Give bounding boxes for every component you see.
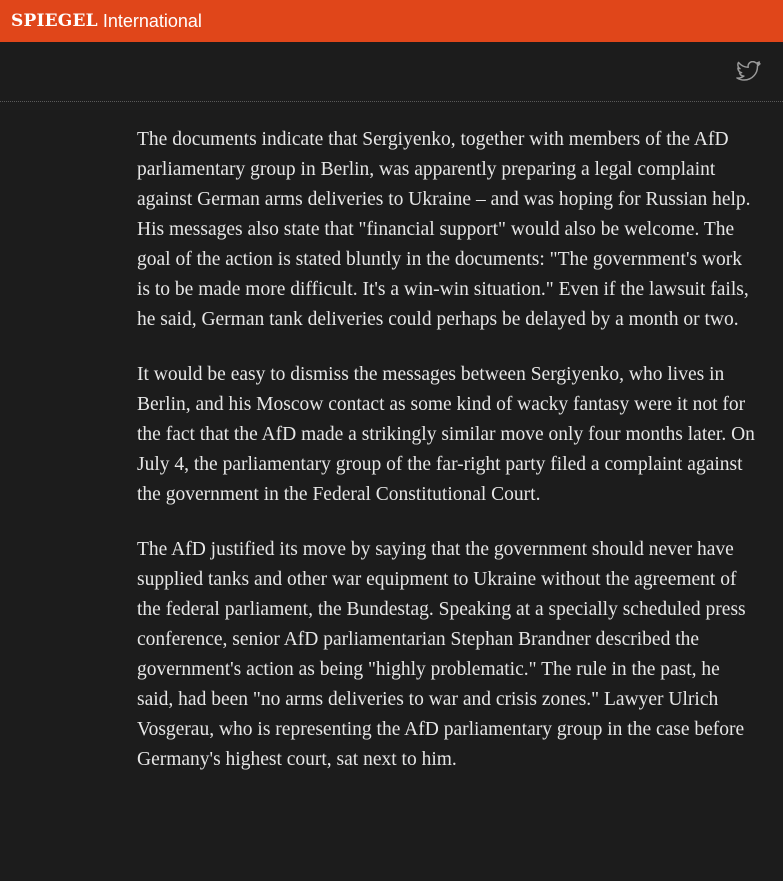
spiegel-logo[interactable]: SPIEGEL (11, 11, 98, 31)
article-paragraph: The AfD justified its move by saying that the government should never have supplied tanks and other war equipment to Ukraine without the agreement of the federal parliament, the Bundestag. Speaking at a specially scheduled press conference, senior AfD parliamentarian Stephan Brandner described the government's action as being "highly problematic." The rule in the past, he said, had been "no arms deliveries to war and crisis zones." Lawyer Ulrich Vosgerau, who is representing the AfD parliamentary group in the case before Germany's highest court, sat next to him. (137, 539, 746, 770)
article-paragraph: It would be easy to dismiss the messages between Sergiyenko, who lives in Berlin, and his Moscow contact as some kind of wacky fantasy were it not for the fact that the AfD made a strikingly similar move only four months later. On July 4, the parliamentary group of the far-right party filed a complaint against the government in the Federal Constitutional Court. (137, 364, 755, 505)
article-body (137, 125, 757, 800)
twitter-bird-icon[interactable] (736, 61, 761, 83)
site-header (0, 0, 783, 42)
header-divider (0, 101, 783, 102)
section-name[interactable]: International (102, 10, 202, 31)
article-paragraph: The documents indicate that Sergiyenko, together with members of the AfD parliamentary group in Berlin, was apparently preparing a legal complaint against German arms deliveries to Ukraine – and was hoping for Russian help. His messages also state that "financial support" would also be welcome. The goal of the action is stated bluntly in the documents: "The government's work is to be made more difficult. It's a win-win situation." Even if the lawsuit fails, he said, German tank deliveries could perhaps be delayed by a month or two. (137, 129, 751, 330)
